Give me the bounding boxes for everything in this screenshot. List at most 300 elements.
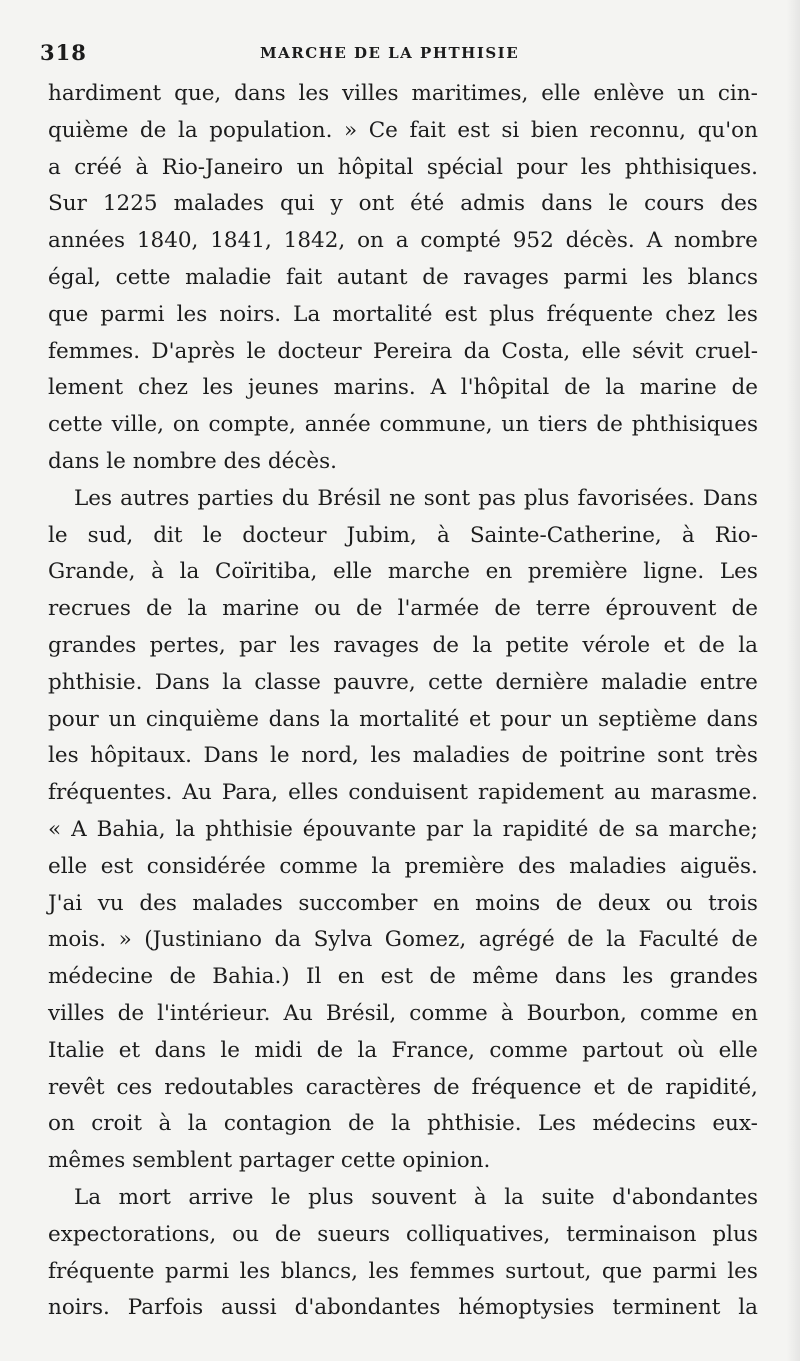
word: maladies: [412, 743, 510, 769]
word: phthisie: [205, 816, 293, 842]
word: à: [158, 1111, 172, 1137]
text-line: [48, 1217, 758, 1254]
word: que: [601, 1258, 643, 1284]
word: maladies: [569, 853, 667, 879]
word: population.: [209, 117, 333, 143]
word: malades: [192, 890, 283, 916]
word: deux: [597, 890, 651, 916]
word: décès.: [565, 228, 635, 254]
word: de: [494, 596, 521, 622]
word: sont: [657, 743, 704, 769]
word: terre: [535, 596, 591, 622]
word: elle: [332, 559, 373, 585]
word: vérole: [582, 632, 651, 658]
word: maritimes,: [411, 81, 529, 106]
word: cruel-: [694, 338, 758, 364]
word: Dans: [702, 485, 758, 511]
word: cin-: [717, 81, 758, 106]
word: le: [271, 1184, 291, 1210]
word: grandes: [48, 632, 137, 658]
word: Rio-Janeiro: [161, 154, 284, 180]
word: de: [432, 632, 460, 658]
word: parmi: [165, 1258, 230, 1284]
word: y: [330, 191, 343, 217]
word: de: [731, 375, 758, 401]
word: compte,: [208, 412, 296, 438]
word: eux-: [712, 1111, 758, 1137]
word: années: [48, 228, 125, 254]
word: année: [304, 412, 371, 438]
word: A: [430, 375, 446, 401]
word: la: [738, 632, 758, 658]
word: hémoptysies: [458, 1295, 595, 1321]
word: de: [521, 743, 549, 769]
word: Parfois: [127, 1295, 204, 1321]
word: 1840,: [136, 228, 199, 254]
word: sa: [634, 816, 659, 842]
word: sud,: [87, 522, 134, 548]
word: les: [642, 264, 673, 290]
word: comme: [489, 1037, 568, 1063]
word: Pereira: [373, 338, 453, 364]
word: reconnu,: [589, 117, 687, 143]
word: ravages: [333, 632, 420, 658]
word: le: [608, 191, 629, 217]
word: terminaison: [566, 1221, 697, 1247]
word: Bahia,: [96, 816, 166, 842]
word: on: [172, 412, 200, 438]
word: Bahia.): [212, 964, 290, 990]
word: été: [410, 191, 445, 217]
word: à: [500, 1000, 514, 1026]
word: première: [527, 559, 628, 585]
word: midi: [254, 1037, 303, 1063]
word: D'après: [151, 338, 236, 364]
word: les: [48, 743, 79, 769]
word: de: [564, 375, 591, 401]
word: a: [48, 154, 61, 180]
word: de: [731, 927, 758, 953]
word: d'abondantes: [612, 1184, 758, 1210]
word: Il: [306, 964, 322, 990]
word: marins.: [333, 375, 416, 401]
word: hardiment: [48, 81, 162, 106]
word: cours: [644, 191, 705, 217]
word: les: [727, 301, 758, 327]
word: de: [348, 1111, 375, 1137]
word: cinquième: [145, 706, 259, 732]
word: cette: [428, 669, 483, 695]
word: la: [187, 1111, 208, 1137]
word: moins: [475, 890, 541, 916]
word: croit: [91, 1111, 143, 1137]
word: pour: [516, 154, 568, 180]
word: plus: [712, 1221, 758, 1247]
word: Brésil,: [325, 1000, 397, 1026]
word: Bourbon,: [526, 1000, 627, 1026]
word: à: [135, 154, 149, 180]
word: surtout,: [505, 1258, 592, 1284]
word: les: [298, 81, 330, 106]
word: Au: [283, 1000, 313, 1026]
word: qu'on: [697, 117, 758, 143]
word: (Justiniano: [144, 927, 262, 953]
word: de: [731, 596, 758, 622]
word: chez: [665, 301, 716, 327]
word: fréquente: [546, 301, 654, 327]
word: bien: [530, 117, 579, 143]
word: Brésil: [317, 485, 381, 511]
word: marche: [387, 559, 470, 585]
word: recrues: [48, 596, 131, 622]
word: caractères: [305, 1074, 422, 1100]
word: de: [598, 816, 625, 842]
word: petite: [505, 632, 569, 658]
word: colliquatives,: [405, 1221, 551, 1247]
word: «: [48, 816, 62, 842]
word: admis: [460, 191, 526, 217]
word: dans: [154, 1037, 206, 1063]
word: docteur: [277, 338, 362, 364]
word: enlève: [593, 81, 665, 106]
word: fait: [409, 117, 446, 143]
word: éprouvent: [605, 596, 717, 622]
word: à: [151, 559, 164, 585]
word: 1842,: [283, 228, 346, 254]
word: France,: [391, 1037, 475, 1063]
word: Les: [719, 559, 758, 585]
word: de: [274, 1221, 302, 1247]
word: Coïritiba,: [214, 559, 318, 585]
word: Para,: [221, 780, 279, 806]
word: par: [426, 816, 464, 842]
word: 1225: [102, 191, 158, 217]
text-line: [48, 702, 758, 739]
word: un: [108, 706, 137, 732]
body-text: [48, 76, 758, 1327]
word: les: [202, 375, 234, 401]
text-line: mêmes semblent partager cette opinion.: [48, 1148, 491, 1174]
word: blancs: [687, 264, 758, 290]
word: hôpitaux.: [90, 743, 192, 769]
word: vu: [97, 890, 124, 916]
word: a: [395, 228, 409, 254]
word: pauvre,: [333, 669, 416, 695]
word: A: [646, 228, 663, 254]
word: des: [139, 890, 177, 916]
word: marche;: [668, 816, 758, 842]
text-line: [48, 1070, 758, 1107]
word: sueurs: [317, 1221, 391, 1247]
word: le: [246, 338, 267, 364]
word: la: [605, 375, 626, 401]
word: terminent: [612, 1295, 721, 1321]
word: agrégé: [478, 927, 555, 953]
word: qui: [280, 191, 315, 217]
word: favorisées.: [577, 485, 695, 511]
word: suite: [541, 1184, 595, 1210]
text-line: [48, 996, 758, 1033]
word: si: [501, 117, 520, 143]
word: elle: [718, 1037, 758, 1063]
word: J'ai: [48, 890, 83, 916]
word: elles: [288, 780, 339, 806]
word: médecine: [48, 964, 154, 990]
word: entre: [699, 669, 758, 695]
word: la: [357, 1037, 378, 1063]
word: femmes.: [48, 338, 141, 364]
word: aussi: [221, 1295, 277, 1321]
word: Dans: [203, 743, 259, 769]
word: noirs.: [219, 301, 282, 327]
word: mort: [118, 1184, 171, 1210]
word: les: [176, 301, 208, 327]
word: elle: [581, 338, 621, 364]
word: fréquente: [48, 1258, 155, 1284]
text-line: [48, 186, 758, 223]
word: Sainte-Catherine,: [469, 522, 662, 548]
word: la: [472, 816, 493, 842]
text-line: [48, 554, 758, 591]
word: mois.: [48, 927, 107, 953]
word: quième: [48, 117, 129, 143]
word: le: [270, 743, 290, 769]
word: de: [596, 412, 623, 438]
word: aiguës.: [679, 853, 758, 879]
word: épouvante: [302, 816, 417, 842]
word: la: [177, 117, 198, 143]
text-line: [48, 1106, 758, 1143]
word: marasme.: [650, 780, 758, 806]
word: autant: [336, 264, 408, 290]
word: La: [293, 301, 321, 327]
word: phthisiques: [631, 412, 758, 438]
text-line: [48, 812, 758, 849]
text-line: [48, 481, 758, 518]
word: même: [472, 964, 539, 990]
word: parmi: [100, 301, 165, 327]
running-title: MARCHE DE LA PHTHISIE: [260, 44, 520, 62]
word: on: [357, 228, 384, 254]
word: de: [429, 964, 456, 990]
word: égal,: [48, 264, 102, 290]
text-line: [48, 370, 758, 407]
word: et: [118, 1037, 141, 1063]
word: l'intérieur.: [157, 1000, 271, 1026]
word: ou: [665, 890, 693, 916]
text-line: [48, 591, 758, 628]
word: Ce: [368, 117, 398, 143]
word: contagion: [223, 1111, 332, 1137]
word: la: [175, 816, 196, 842]
word: dans: [268, 706, 321, 732]
word: de: [117, 1000, 145, 1026]
text-line: [48, 959, 758, 996]
word: la: [390, 1111, 411, 1137]
word: les: [580, 154, 612, 180]
word: de: [356, 596, 383, 622]
word: comme: [639, 1000, 719, 1026]
word: villes: [342, 81, 399, 106]
text-line: [48, 1290, 758, 1327]
word: est: [444, 301, 477, 327]
word: revêt: [48, 1074, 105, 1100]
word: dernière: [495, 669, 589, 695]
word: elle: [48, 853, 88, 879]
text-line: [48, 518, 758, 555]
text-line: [48, 297, 758, 334]
word: un: [501, 412, 530, 438]
word: ne: [389, 485, 416, 511]
word: dans: [554, 964, 607, 990]
word: cette: [48, 412, 103, 438]
word: de: [422, 264, 449, 290]
word: da: [274, 927, 302, 953]
word: ligne.: [643, 559, 705, 585]
word: rapidement: [478, 780, 604, 806]
word: phthisie.: [427, 1111, 522, 1137]
word: arrive: [188, 1184, 254, 1210]
word: première: [404, 853, 505, 879]
word: un: [560, 706, 589, 732]
word: 952: [512, 228, 554, 254]
word: Dans: [154, 669, 210, 695]
word: est: [457, 117, 490, 143]
text-line: [48, 775, 758, 812]
word: et: [663, 632, 685, 658]
word: la: [179, 559, 200, 585]
page-header: [40, 40, 770, 70]
word: que: [48, 301, 89, 327]
word: la: [738, 1295, 758, 1321]
word: conduisent: [348, 780, 468, 806]
word: malades: [173, 191, 264, 217]
word: de: [626, 1074, 654, 1100]
word: La: [74, 1184, 102, 1210]
text-line: [48, 150, 758, 187]
word: Italie: [48, 1037, 105, 1063]
word: d'abondantes: [294, 1295, 441, 1321]
word: compté: [420, 228, 501, 254]
word: trois: [708, 890, 758, 916]
word: Les: [74, 485, 113, 511]
word: parmi: [563, 264, 628, 290]
word: dit: [153, 522, 183, 548]
word: jeunes: [248, 375, 319, 401]
word: villes: [48, 1000, 105, 1026]
word: un: [296, 154, 325, 180]
word: les: [622, 964, 654, 990]
word: à: [681, 522, 695, 548]
word: nord,: [301, 743, 359, 769]
word: la: [504, 1184, 524, 1210]
text-line: [48, 1033, 758, 1070]
word: lement: [48, 375, 124, 401]
word: dans: [706, 706, 758, 732]
text-line: [48, 849, 758, 886]
word: ou: [314, 596, 341, 622]
word: la: [187, 596, 208, 622]
word: le: [48, 522, 68, 548]
text-line: [48, 223, 758, 260]
word: sévit: [632, 338, 684, 364]
word: ville,: [111, 412, 164, 438]
word: »: [118, 927, 132, 953]
text-line: dans le nombre des décès.: [48, 448, 337, 474]
word: de: [139, 117, 167, 143]
word: dans: [541, 191, 593, 217]
word: ravages: [463, 264, 549, 290]
word: hôpital: [337, 154, 414, 180]
text-line: [48, 334, 758, 371]
word: femmes: [409, 1258, 495, 1284]
word: la: [222, 669, 242, 695]
word: tiers: [537, 412, 588, 438]
word: fait: [285, 264, 323, 290]
word: phthisie.: [48, 669, 143, 695]
word: les: [370, 743, 402, 769]
word: mortalité: [332, 301, 433, 327]
word: au: [613, 780, 641, 806]
word: où: [677, 1037, 705, 1063]
word: fréquence: [471, 1074, 582, 1100]
word: les: [727, 1258, 758, 1284]
word: que,: [174, 81, 222, 106]
text-line: [48, 738, 758, 775]
word: parties: [197, 485, 274, 511]
text-line: [48, 628, 758, 665]
word: pour: [48, 706, 99, 732]
word: elle: [541, 81, 581, 106]
word: poitrine: [559, 743, 646, 769]
word: est: [100, 853, 134, 879]
word: plus: [489, 301, 535, 327]
word: marine: [639, 375, 717, 401]
word: partout: [582, 1037, 664, 1063]
word: Rio-: [714, 522, 758, 548]
word: en: [432, 890, 460, 916]
word: Gomez,: [384, 927, 467, 953]
word: de: [555, 890, 583, 916]
word: de: [316, 1037, 344, 1063]
word: septième: [597, 706, 697, 732]
word: un: [677, 81, 705, 106]
word: est: [380, 964, 414, 990]
word: A: [71, 816, 87, 842]
word: on: [48, 1111, 75, 1137]
word: par: [239, 632, 276, 658]
word: sont: [423, 485, 471, 511]
word: da: [463, 338, 491, 364]
word: pour: [500, 706, 551, 732]
word: cette: [115, 264, 171, 290]
word: Costa,: [501, 338, 571, 364]
word: et: [469, 706, 491, 732]
word: Jubim,: [346, 522, 417, 548]
word: ou: [232, 1221, 259, 1247]
word: »: [344, 117, 358, 143]
text-line: [48, 113, 758, 150]
word: Sylva: [313, 927, 373, 953]
word: grandes: [669, 964, 758, 990]
word: redoutables: [164, 1074, 294, 1100]
word: ces: [116, 1074, 153, 1100]
word: Sur: [48, 191, 87, 217]
word: et: [593, 1074, 615, 1100]
word: souvent: [371, 1184, 457, 1210]
word: l'hôpital: [460, 375, 550, 401]
word: commune,: [379, 412, 493, 438]
